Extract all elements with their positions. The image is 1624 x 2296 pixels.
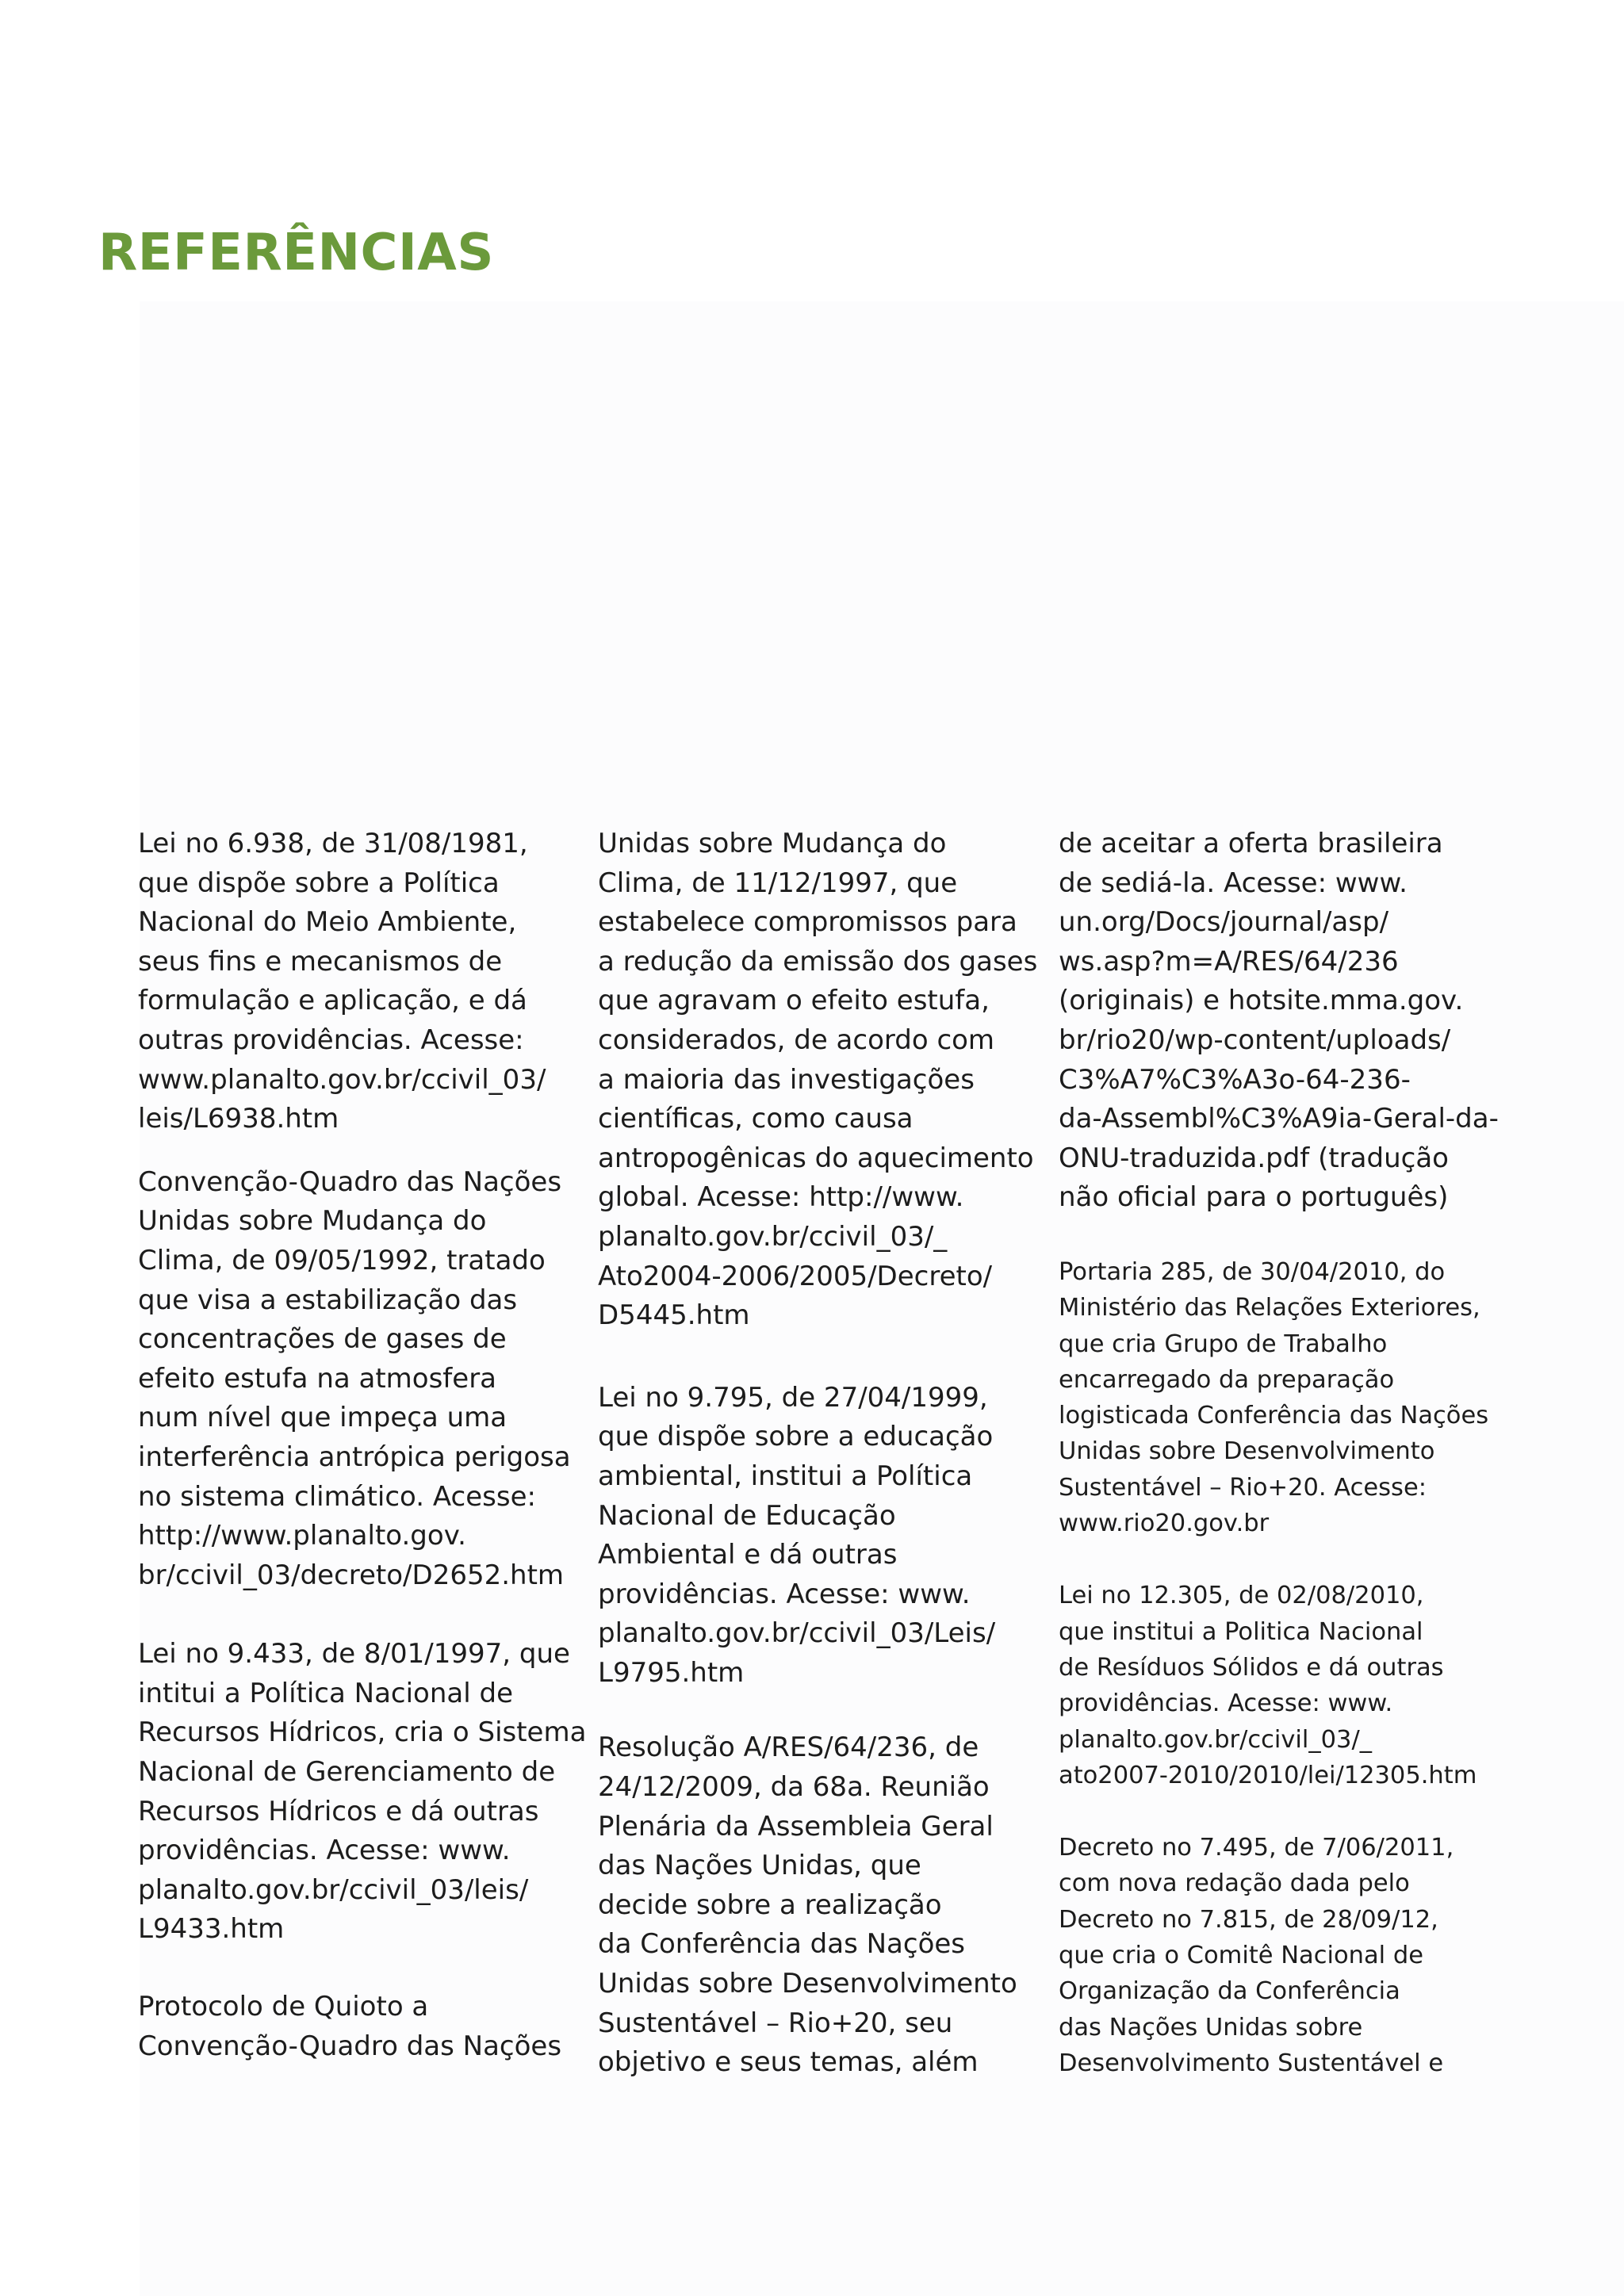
- reference-protocolo-quioto: Protocolo de Quioto a Convenção-Quadro das Nações: [138, 1991, 562, 2062]
- reference-lei-9433: Lei no 9.433, de 8/01/1997, que intitui a Política Nacional de Recursos Hídricos, cria o Sistema Nacional de Gerenciamento de Recursos Hídricos e dá outras providências. Acesse: www. planalto.gov.br/ccivil_03/leis/ L9433.htm: [138, 1638, 587, 1946]
- reference-convencao-quadro: Convenção-Quadro das Nações Unidas sobre Mudança do Clima, de 09/05/1992, tratado que visa a estabilização das concentrações de gases de efeito estufa na atmosfera num nível que impeça uma interferência antrópica perigosa no sistema climático. Acesse: http://www.planalto.gov. br/ccivil_03/decreto/D2652.htm: [138, 1165, 571, 1591]
- references-column-1: [138, 825, 590, 2066]
- references-column-2: [598, 825, 1050, 2083]
- reference-lei-9795: Lei no 9.795, de 27/04/1999, que dispõe sobre a educação ambiental, institui a Política Nacional de Educação Ambiental e dá outras providências. Acesse: www. planalto.gov.br/ccivil_03/Leis/ L9795.htm: [598, 1381, 996, 1689]
- reference-portaria-285: Portaria 285, de 30/04/2010, do Ministério das Relações Exteriores, que cria Grupo de Trabalho encarregado da preparação logisticada Conferência das Nações Unidas sobre Desenvolvimento Sustentável – Rio+20. Acesse: www.rio20.gov.br: [1059, 1257, 1489, 1538]
- reference-decreto-7495: Decreto no 7.495, de 7/06/2011, com nova redação dada pelo Decreto no 7.815, de 28/09/12, que cria o Comitê Nacional de Organização da Conferência das Nações Unidas sobre Desenvolvimento Sustentável e: [1059, 1834, 1454, 2077]
- reference-protocolo-quioto-continued: Unidas sobre Mudança do Clima, de 11/12/1997, que estabelece compromissos para a redução da emissão dos gases que agravam o efeito estufa, considerados, de acordo com a maioria das investigações científicas, como causa antropogênicas do aquecimento global. Acesse: http://www. planalto.gov.br/ccivil_03/_ Ato2004-2006/2005/Decreto/ D5445.htm: [598, 828, 1038, 1332]
- reference-lei-6938: Lei no 6.938, de 31/08/1981, que dispõe sobre a Política Nacional do Meio Ambiente, seus fins e mecanismos de formulação e aplicação, e dá outras providências. Acesse: www.planalto.gov.br/ccivil_03/ leis/L6938.htm: [138, 828, 546, 1135]
- reference-resolucao-a-res-64-236: Resolução A/RES/64/236, de 24/12/2009, da 68a. Reunião Plenária da Assembleia Geral das Nações Unidas, que decide sobre a realização da Conferência das Nações Unidas sobre Desenvolvimento Sustentável – Rio+20, seu objetivo e seus temas, além: [598, 1732, 1017, 2079]
- page-title: REFERÊNCIAS: [98, 224, 494, 282]
- reference-resolucao-continued: de aceitar a oferta brasileira de sediá-la. Acesse: www. un.org/Docs/journal/asp/ ws.asp?m=A/RES/64/236 (originais) e hotsite.mma.gov. br/rio20/wp-content/uploads/ C3%A7%C3%A3o-64-236- da-Assembl%C3%A9ia-Geral-da- ONU-traduzida.pdf (tradução não oficial para o português): [1059, 828, 1499, 1214]
- reference-lei-12305: Lei no 12.305, de 02/08/2010, que institui a Politica Nacional de Resíduos Sólidos e dá outras providências. Acesse: www. planalto.gov.br/ccivil_03/_ ato2007-2010/2010/lei/12305.htm: [1059, 1582, 1477, 1789]
- references-column-3: [1059, 825, 1503, 2081]
